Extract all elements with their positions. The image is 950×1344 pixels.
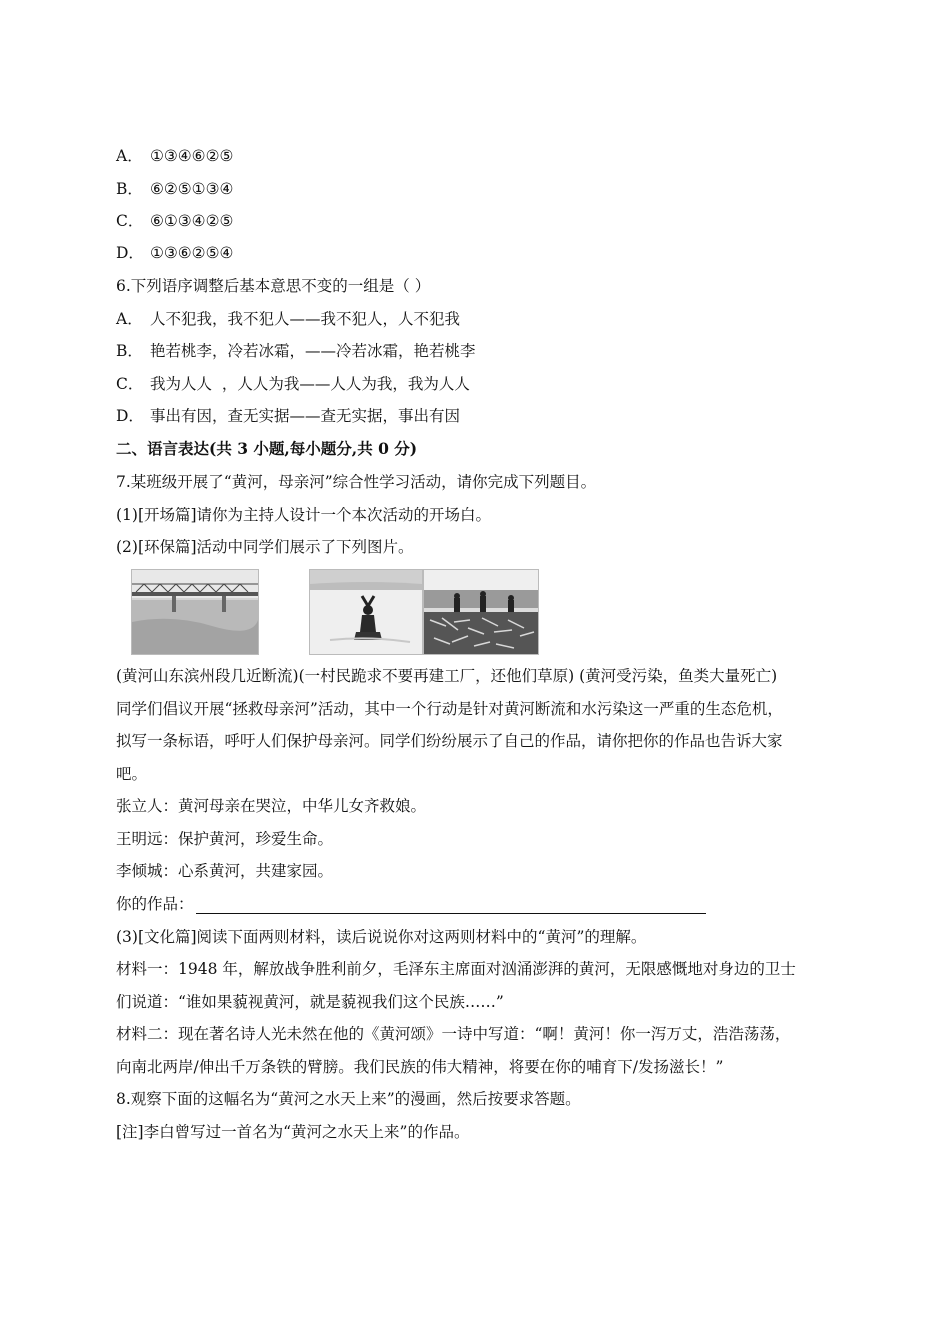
option-letter: C．	[116, 375, 144, 393]
q5-option-c	[116, 211, 846, 231]
q8-stem: 8.观察下面的这幅名为“黄河之水天上来”的漫画，然后按要求答题。	[116, 1090, 581, 1108]
q6-option-a	[116, 309, 846, 329]
photo-dry-riverbed-bridge	[131, 569, 259, 655]
photo-dead-fish	[423, 569, 539, 655]
slogan-zhang: 张立人：黄河母亲在哭泣，中华儿女齐救娘。	[116, 797, 427, 815]
option-text: ⑥①③④②⑤	[150, 212, 234, 230]
option-text: ①③⑥②⑤④	[150, 244, 234, 262]
option-letter: A．	[116, 147, 143, 165]
option-text: 事出有因，查无实据——查无实据，事出有因	[150, 407, 461, 425]
q6-option-d	[116, 406, 846, 426]
q7-paragraph-line: 拟写一条标语，呼吁人们保护母亲河。同学们纷纷展示了自己的作品，请你把你的作品也告诉大家	[116, 732, 783, 750]
option-letter: D．	[116, 407, 144, 425]
option-text: 人不犯我，我不犯人——我不犯人，人不犯我	[150, 310, 461, 328]
q5-option-d	[116, 243, 846, 263]
q7-part2: (2)[环保篇]活动中同学们展示了下列图片。	[116, 538, 414, 556]
option-text: 艳若桃李，冷若冰霜，——冷若冰霜，艳若桃李	[150, 342, 476, 360]
q6-option-c	[116, 374, 846, 394]
q7-paragraph-line: 同学们倡议开展“拯救母亲河”活动，其中一个行动是针对黄河断流和水污染这一严重的生态危机，	[116, 700, 783, 718]
option-letter: B．	[116, 342, 143, 360]
option-text: ⑥②⑤①③④	[150, 180, 234, 198]
slogan-wang: 王明远：保护黄河，珍爱生命。	[116, 830, 334, 848]
answer-blank[interactable]	[196, 897, 706, 914]
q7-part1: (1)[开场篇]请你为主持人设计一个本次活动的开场白。	[116, 506, 492, 524]
material1-line: 材料一：1948 年，解放战争胜利前夕，毛泽东主席面对汹涌澎湃的黄河，无限感慨地对身边的卫士	[116, 960, 796, 978]
option-letter: D．	[116, 244, 144, 262]
q5-option-a	[116, 146, 846, 166]
q5-option-b	[116, 179, 846, 199]
section-title: 二、语言表达(共 3 小题,每小题分,共 0 分)	[116, 439, 418, 458]
option-letter: B．	[116, 180, 143, 198]
photo-villager-kneeling	[309, 569, 423, 655]
q6-option-b	[116, 341, 846, 361]
material1-line: 们说道：“谁如果藐视黄河，就是藐视我们这个民族……”	[116, 993, 504, 1011]
your-work-label: 你的作品：	[116, 895, 194, 913]
option-text: 我为人人 ，人人为我——人人为我，我为人人	[150, 375, 470, 393]
slogan-li: 李倾城：心系黄河，共建家园。	[116, 862, 334, 880]
q7-stem: 7.某班级开展了“黄河，母亲河”综合性学习活动，请你完成下列题目。	[116, 473, 597, 491]
option-text: ①③④⑥②⑤	[150, 147, 234, 165]
option-letter: A．	[116, 310, 143, 328]
q7-part3: (3)[文化篇]阅读下面两则材料，读后说说你对这两则材料中的“黄河”的理解。	[116, 928, 647, 946]
material2-line: 材料二：现在著名诗人光未然在他的《黄河颂》一诗中写道：“啊！黄河！你一泻万丈，浩浩荡荡，	[116, 1025, 791, 1043]
q7-paragraph-line: 吧。	[116, 765, 148, 783]
q8-note: [注]李白曾写过一首名为“黄河之水天上来”的作品。	[116, 1123, 470, 1141]
your-work-row	[116, 894, 846, 914]
option-letter: C．	[116, 212, 144, 230]
photo-captions: (黄河山东滨州段几近断流)(一村民跪求不要再建工厂，还他们草原) (黄河受污染，鱼类大量死亡)	[116, 667, 778, 685]
material2-line: 向南北两岸/伸出千万条铁的臂膀。我们民族的伟大精神，将要在你的哺育下/发扬滋长！”	[116, 1058, 724, 1076]
q6-stem: 6.下列语序调整后基本意思不变的一组是（ ）	[116, 277, 431, 295]
